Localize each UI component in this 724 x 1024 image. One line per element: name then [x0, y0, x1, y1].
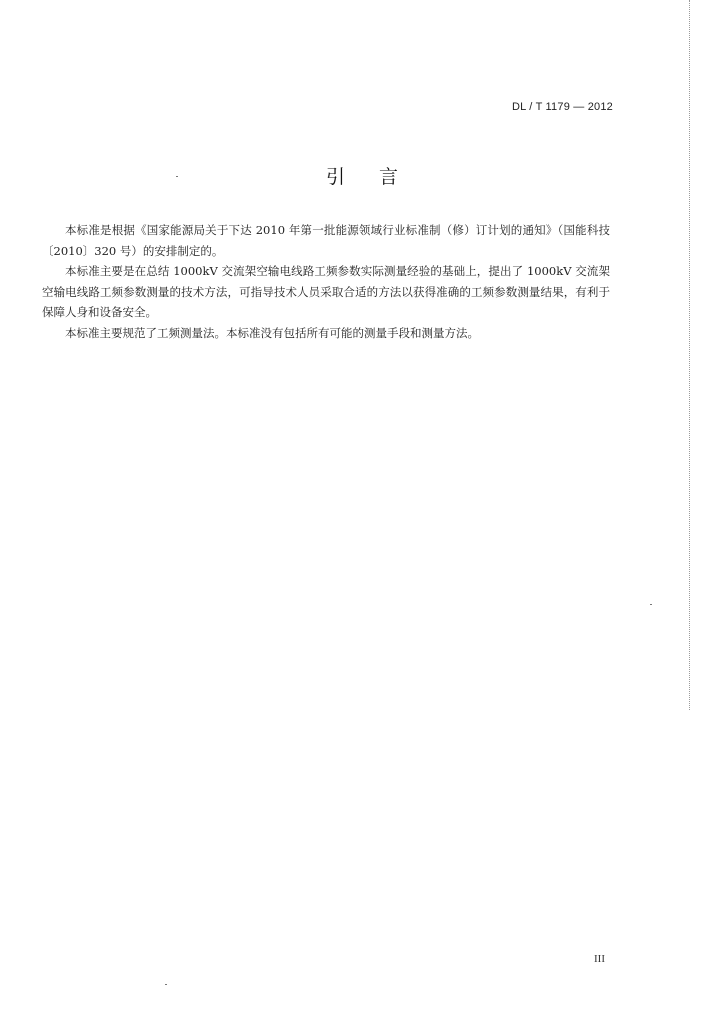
- page-number: III: [594, 953, 605, 965]
- body-text: [42, 220, 610, 343]
- paragraph: 本标准主要是在总结 1000kV 交流架空输电线路工频参数实际测量经验的基础上，提出了 1000kV 交流架空输电线路工频参数测量的技术方法，可指导技术人员采取合适的方法以获得准确的工频参数测量结果，有利于保障人身和设备安全。: [42, 264, 610, 319]
- section-title: 引言: [325, 166, 432, 188]
- scan-speck: [165, 984, 167, 985]
- paragraph: 本标准主要规范了工频测量法。本标准没有包括所有可能的测量手段和测量方法。: [65, 325, 479, 340]
- standard-code: DL / T 1179 — 2012: [511, 101, 613, 113]
- paragraph: 本标准是根据《国家能源局关于下达 2010 年第一批能源领域行业标准制（修）订计划的通知》（国能科技〔2010〕320 号）的安排制定的。: [42, 223, 610, 258]
- scan-edge-line: [689, 0, 690, 710]
- scan-speck: [650, 604, 652, 605]
